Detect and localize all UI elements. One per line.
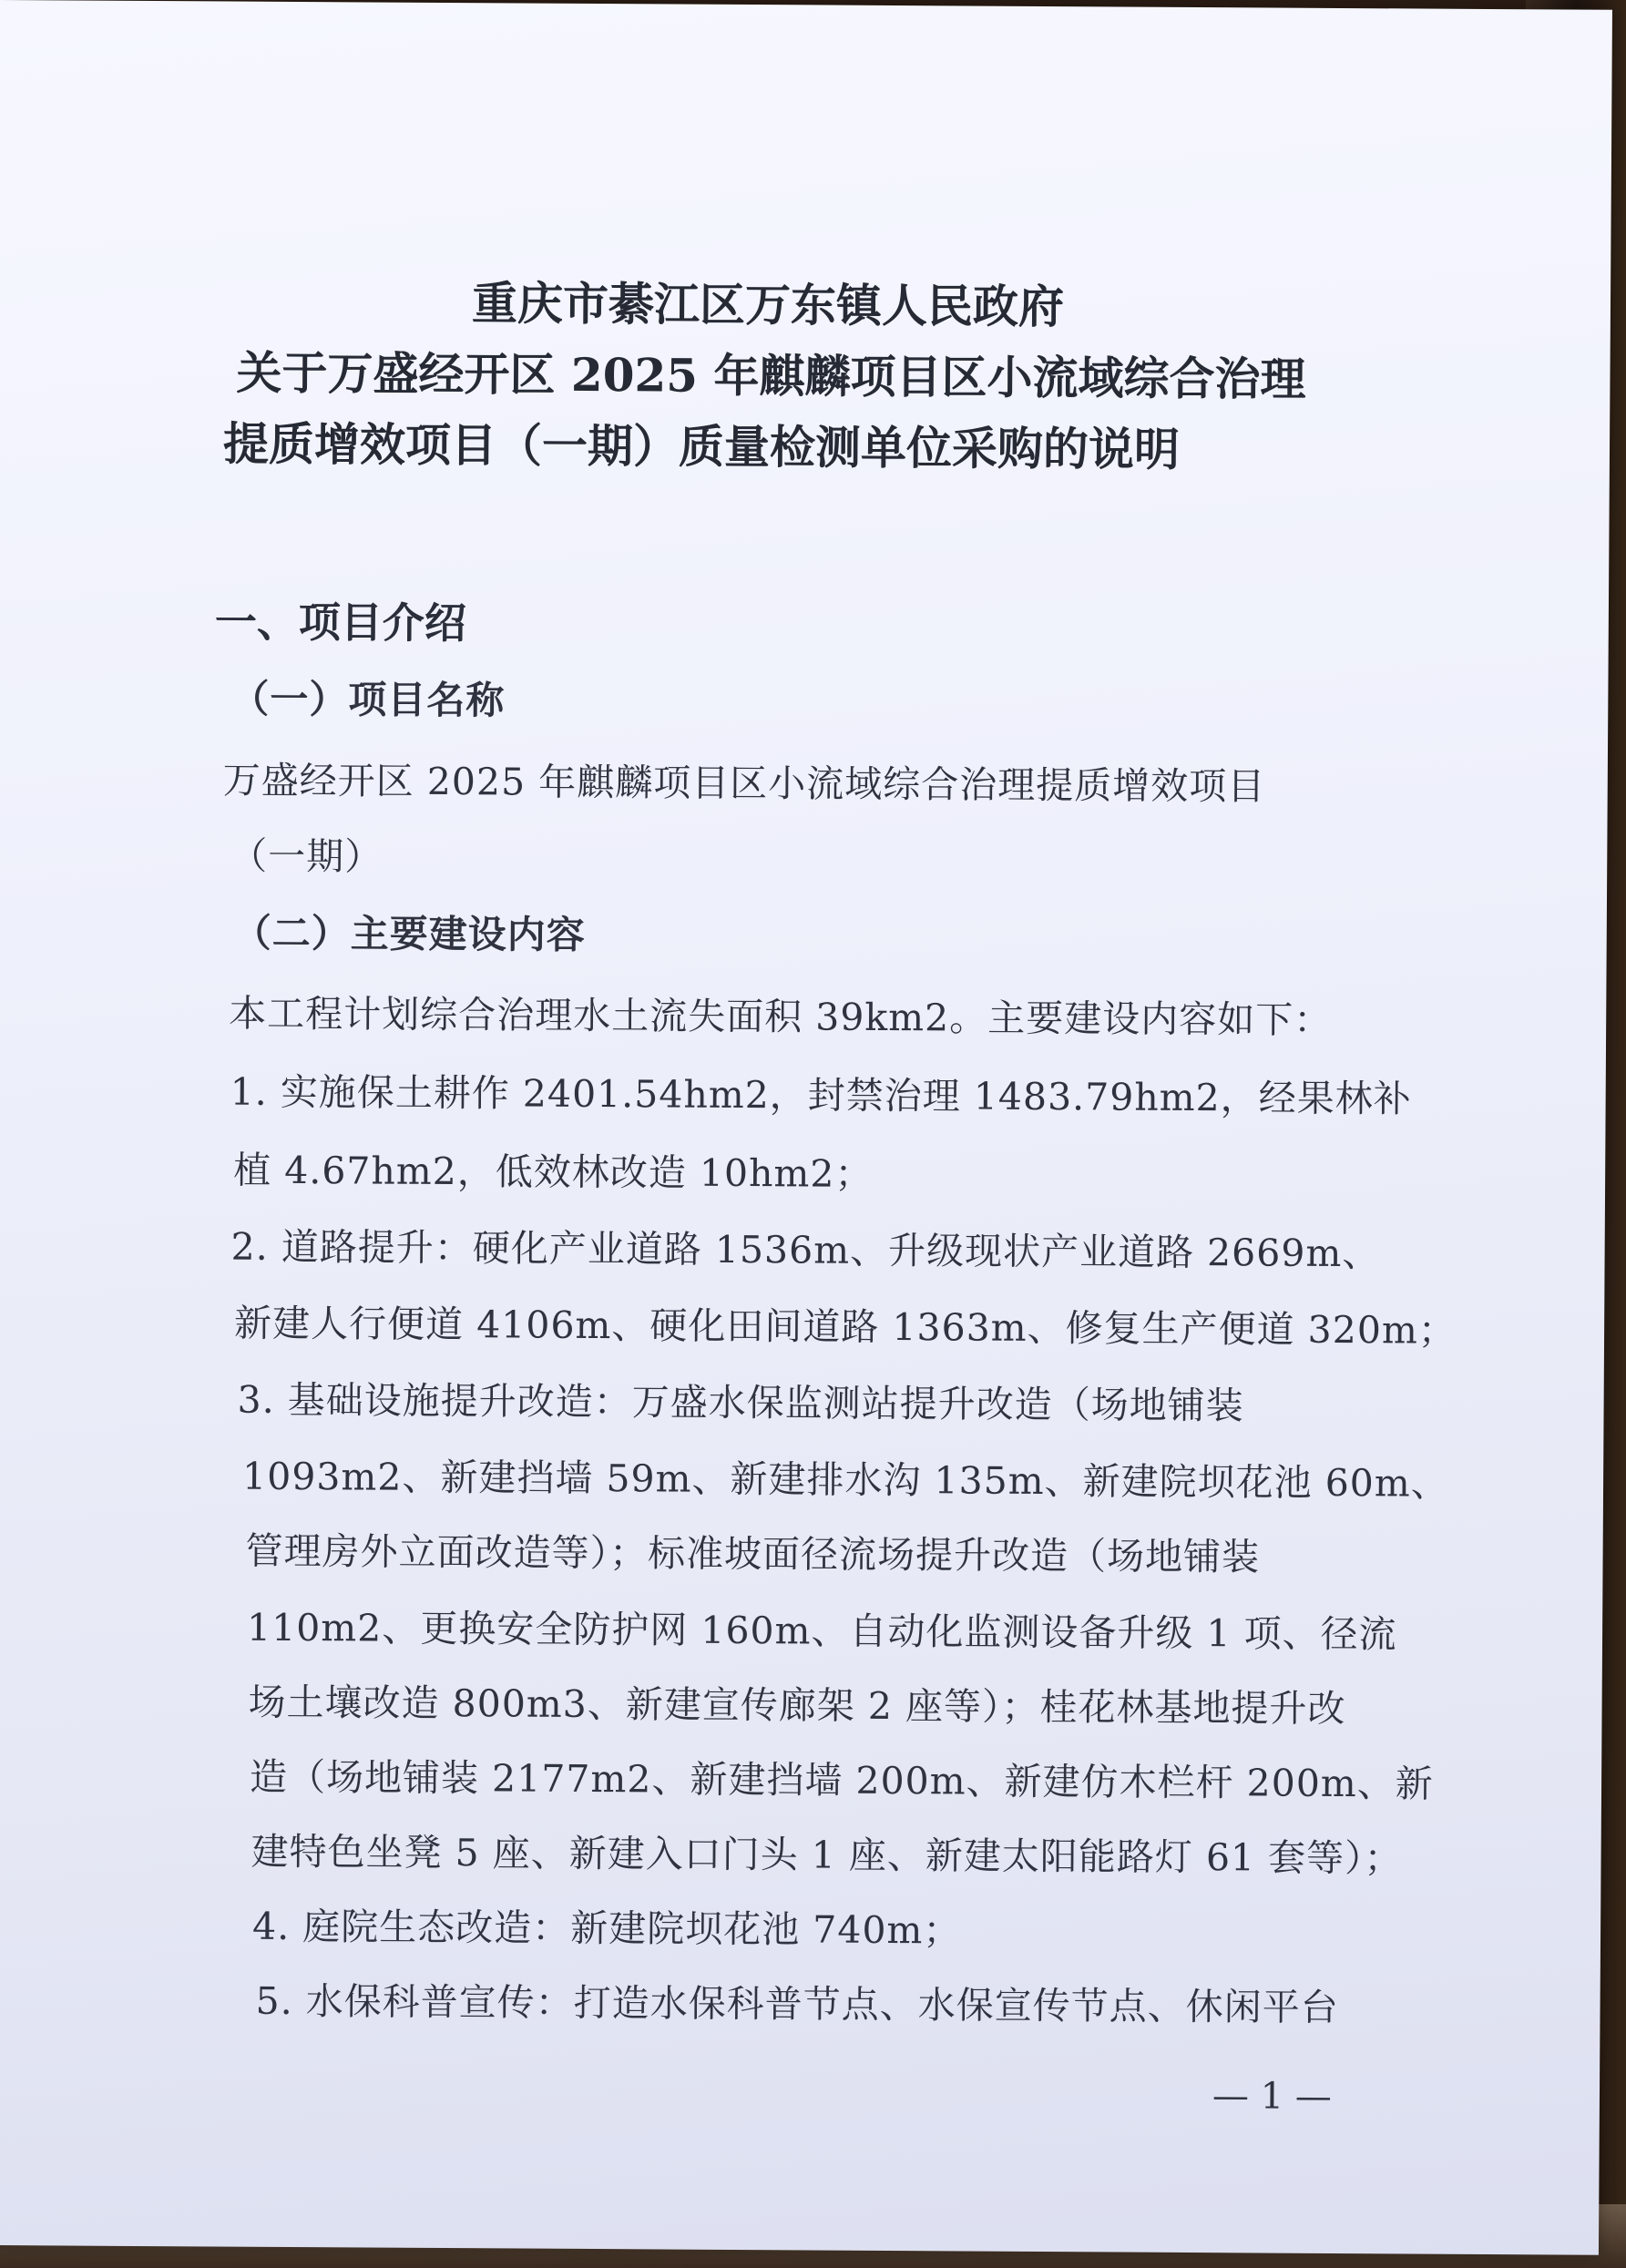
title-line-1: 重庆市綦江区万东镇人民政府 [471,276,1065,334]
body-line: 1093m2、新建挡墙 59m、新建排水沟 135m、新建院坝花池 60m、 [241,1454,1449,1506]
body-line: 场土壤改造 800m3、新建宣传廊架 2 座等）；桂花林基地提升改 [248,1680,1346,1732]
body-line: 4. 庭院生态改造：新建院坝花池 740m； [251,1904,962,1953]
body-line: 5. 水保科普宣传：打造水保科普节点、水保宣传节点、休闲平台 [255,1978,1339,2030]
project-name-line-2: （一期） [230,833,383,879]
subheading-main-content: （二）主要建设内容 [232,910,586,957]
body-line: 管理房外立面改造等）；标准坡面径流场提升改造（场地铺装 [245,1528,1261,1579]
body-line: 1. 实施保土耕作 2401.54hm2，封禁治理 1483.79hm2，经果林补 [230,1069,1412,1121]
title-line-3: 提质增效项目（一期）质量检测单位采购的说明 [222,416,1181,476]
body-line: 建特色坐凳 5 座、新建入口门头 1 座、新建太阳能路灯 61 套等）； [251,1829,1403,1881]
subheading-project-name: （一）项目名称 [230,676,506,723]
body-line: 110m2、更换安全防护网 160m、自动化监测设备升级 1 项、径流 [246,1605,1397,1657]
page-number: — 1 — [1212,2075,1332,2118]
project-name-line-1: 万盛经开区 2025 年麒麟项目区小流域综合治理提质增效项目 [222,758,1266,809]
title-line-2: 关于万盛经开区 2025 年麒麟项目区小流域综合治理 [236,345,1306,406]
body-line: 本工程计划综合治理水土流失面积 39km2。主要建设内容如下： [229,991,1333,1042]
body-line: 植 4.67hm2，低效林改造 10hm2； [233,1148,874,1196]
section-heading-project-intro: 一、项目介绍 [214,597,466,649]
body-line: 3. 基础设施提升改造：万盛水保监测站提升改造（场地铺装 [237,1377,1244,1428]
body-line: 新建人行便道 4106m、硬化田间道路 1363m、修复生产便道 320m； [233,1301,1457,1353]
body-line: 2. 道路提升：硬化产业道路 1536m、升级现状产业道路 2669m、 [230,1224,1381,1276]
body-line: 造（场地铺装 2177m2、新建挡墙 200m、新建仿木栏杆 200m、新 [249,1754,1434,1806]
document-title [0,273,1611,476]
